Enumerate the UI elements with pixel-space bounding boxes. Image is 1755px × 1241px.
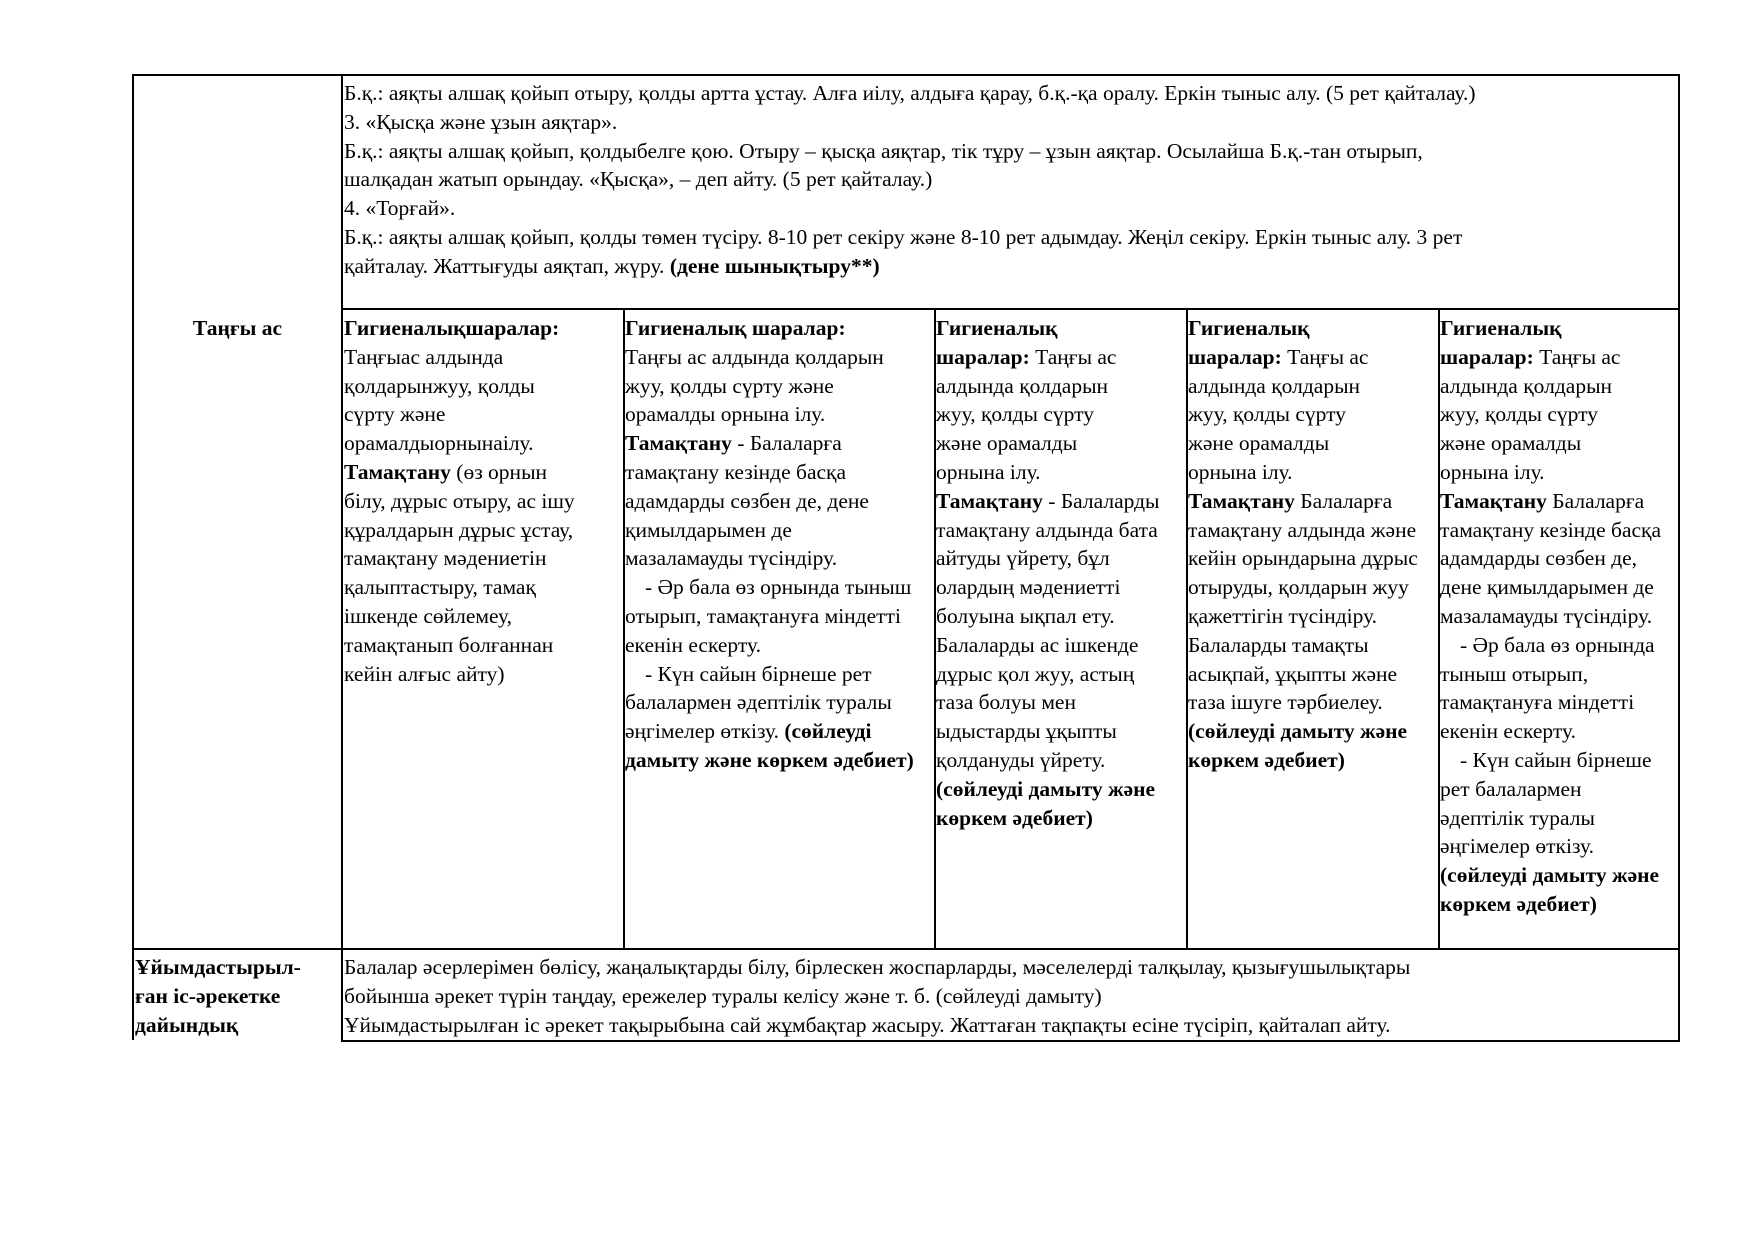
prep-label-cell bbox=[135, 953, 341, 1045]
col5-line-10: мазаламауды түсіндіру. bbox=[1440, 603, 1653, 628]
col2-line-14-text: әңгімелер өткізу. bbox=[625, 719, 785, 744]
col4-line-2: алдында қолдарын bbox=[1188, 373, 1361, 398]
table-border-bottom bbox=[341, 1040, 1680, 1042]
col4-line-11: Балаларды тамақты bbox=[1188, 632, 1369, 657]
col4-line-10: қажеттігін түсіндіру. bbox=[1188, 603, 1378, 628]
breakfast-col-5 bbox=[1440, 314, 1678, 946]
col4-heading-1: Гигиеналық bbox=[1188, 316, 1310, 340]
col5-tag-2: көркем әдебиет) bbox=[1440, 891, 1597, 916]
col2-line-8: мазаламауды түсіндіру. bbox=[625, 546, 838, 571]
col4-heading-2: шаралар: bbox=[1188, 344, 1282, 369]
table-border-left bbox=[132, 74, 134, 1040]
col5-line-11: - Әр бала өз орнында bbox=[1460, 632, 1655, 657]
col3-line-6: - Балаларды bbox=[1042, 488, 1160, 513]
col5-line-18: әңгімелер өткізу. bbox=[1440, 834, 1594, 859]
exercise-line-7-text: қайталау. Жаттығуды аяқтап, жүру. bbox=[344, 253, 670, 278]
col5-line-5: орнына ілу. bbox=[1440, 459, 1545, 484]
prep-label-line-3: дайындық bbox=[135, 1012, 239, 1037]
col3-eat-line bbox=[936, 487, 1186, 516]
col1-line-11: тамақтанып болғаннан bbox=[344, 632, 554, 657]
col2-line-6: адамдарды сөзбен де, дене bbox=[625, 488, 869, 513]
col4-line-12: асықпай, ұқыпты және bbox=[1188, 661, 1398, 686]
col3-heading-line bbox=[936, 343, 1186, 372]
col2-line-3: орамалды орнына ілу. bbox=[625, 402, 826, 427]
col3-heading-1: Гигиеналық bbox=[936, 316, 1058, 340]
prep-line-2: бойынша әрекет түрін таңдау, ережелер туралы келісу және т. б. (сөйлеуді дамыту) bbox=[344, 983, 1102, 1008]
exercise-subject-tag: (дене шынықтыру**) bbox=[669, 253, 880, 278]
col3-line-9: олардың мәдениетті bbox=[936, 575, 1121, 600]
col4-line-8: кейін орындарына дұрыс bbox=[1188, 546, 1418, 571]
col4-line-4: және орамалды bbox=[1188, 431, 1330, 456]
col1-eat-line bbox=[344, 458, 623, 487]
col2-line-2: жуу, қолды сүрту және bbox=[625, 373, 834, 398]
col1-line-6: білу, дұрыс отыру, ас ішу bbox=[344, 488, 575, 513]
col5-line-17: әдептілік туралы bbox=[1440, 805, 1595, 830]
col3-line-4: және орамалды bbox=[936, 431, 1078, 456]
col4-line-3: жуу, қолды сүрту bbox=[1188, 402, 1346, 427]
breakfast-label-cell bbox=[134, 314, 341, 354]
col3-tag-2: көркем әдебиет) bbox=[936, 805, 1093, 830]
col3-line-7: тамақтану алдында бата bbox=[936, 517, 1158, 542]
prep-cell bbox=[344, 953, 1678, 1039]
exercise-line-6: Б.қ.: аяқты алшақ қойып, қолды төмен түсіру. 8-10 рет секіру және 8-10 рет адымдау. Жеңіл секіру. Еркін тыныс алу. 3 рет bbox=[344, 224, 1463, 249]
col5-eat-label: Тамақтану bbox=[1440, 488, 1547, 513]
exercise-line-4: шалқадан жатып орындау. «Қысқа», – деп айту. (5 рет қайталау.) bbox=[344, 167, 933, 192]
col1-line-5: (өз орнын bbox=[450, 459, 548, 484]
col3-line-3: жуу, қолды сүрту bbox=[936, 402, 1094, 427]
col3-line-8: айтуды үйрету, бұл bbox=[936, 546, 1110, 571]
col5-line-12: тыныш отырып, bbox=[1440, 661, 1589, 686]
breakfast-col-2 bbox=[625, 314, 934, 946]
col5-line-13: тамақтануға міндетті bbox=[1440, 690, 1635, 715]
col3-tag-1: (сөйлеуді дамыту және bbox=[936, 776, 1156, 801]
prep-line-1: Балалар әсерлерімен бөлісу, жаңалықтарды білу, бірлескен жоспарларды, мәселелерді талқылау, қызығушылықтары bbox=[344, 955, 1411, 979]
col2-line-7: қимылдарымен де bbox=[625, 517, 792, 542]
table-border-right bbox=[1678, 74, 1680, 1042]
exercise-line-1: Б.қ.: аяқты алшақ қойып отыру, қолды артта ұстау. Алға иілу, алдыға қарау, б.қ.-қа оралу. Еркін тыныс алу. (5 рет қайталау.) bbox=[344, 81, 1476, 105]
col1-line-10: ішкенде сөйлемеу, bbox=[344, 603, 513, 628]
col2-line-12: - Күн сайын бірнеше рет bbox=[645, 661, 872, 686]
col5-heading-2: шаралар: bbox=[1440, 344, 1534, 369]
col3-line-2: алдында қолдарын bbox=[936, 373, 1109, 398]
col1-line-3: сүрту және bbox=[344, 402, 446, 427]
exercise-line-5: 4. «Торғай». bbox=[344, 196, 456, 221]
col1-line-12: кейін алғыс айту) bbox=[344, 661, 505, 686]
col4-tag-2: көркем әдебиет) bbox=[1188, 747, 1345, 772]
col2-line-1: Таңғы ас алдында қолдарын bbox=[625, 344, 884, 369]
col5-line-1: Таңғы ас bbox=[1533, 344, 1621, 369]
col4-line-5: орнына ілу. bbox=[1188, 459, 1293, 484]
exercise-line-3: Б.қ.: аяқты алшақ қойып, қолдыбелге қою. Отыру – қысқа аяқтар, тік тұру – ұзын аяқтар. Осылайша Б.қ.-тан отырып, bbox=[344, 138, 1423, 163]
col2-line-14 bbox=[625, 717, 934, 746]
col3-line-14: ыдыстарды ұқыпты bbox=[936, 719, 1117, 744]
exercise-cell bbox=[344, 79, 1678, 304]
col5-line-3: жуу, қолды сүрту bbox=[1440, 402, 1598, 427]
col1-line-2: қолдарынжуу, қолды bbox=[344, 373, 535, 398]
col4-heading-line bbox=[1188, 343, 1438, 372]
col4-eat-label: Тамақтану bbox=[1188, 488, 1295, 513]
col2-eat-label: Тамақтану bbox=[625, 431, 732, 456]
col4-line-6: Балаларға bbox=[1294, 488, 1393, 513]
row-divider-2 bbox=[132, 948, 1680, 950]
exercise-line-7 bbox=[344, 252, 1678, 281]
prep-line-3: Ұйымдастырылған іс әрекет тақырыбына сай жұмбақтар жасыру. Жаттаған тақпақты есіне түсіріп, қайталап айту. bbox=[344, 1012, 1391, 1037]
col4-line-1: Таңғы ас bbox=[1281, 344, 1369, 369]
col4-line-13: таза ішуге тәрбиелеу. bbox=[1188, 690, 1383, 715]
row-divider-1 bbox=[341, 308, 1680, 310]
col1-line-7: құралдарын дұрыс ұстау, bbox=[344, 517, 574, 542]
col5-heading-line bbox=[1440, 343, 1678, 372]
col2-heading: Гигиеналық шаралар: bbox=[625, 316, 846, 340]
col2-line-9: - Әр бала өз орнында тыныш bbox=[645, 575, 912, 600]
col5-line-6: Балаларға bbox=[1546, 488, 1645, 513]
col5-line-4: және орамалды bbox=[1440, 431, 1582, 456]
col1-line-9: қалыптастыру, тамақ bbox=[344, 575, 536, 600]
breakfast-col-4 bbox=[1188, 314, 1438, 946]
col4-tag-1: (сөйлеуді дамыту және bbox=[1188, 719, 1408, 744]
col2-line-4: - Балаларға bbox=[731, 431, 842, 456]
col3-line-5: орнына ілу. bbox=[936, 459, 1041, 484]
col1-eat-label: Тамақтану bbox=[344, 459, 451, 484]
col3-line-1: Таңғы ас bbox=[1029, 344, 1117, 369]
col4-eat-line bbox=[1188, 487, 1438, 516]
breakfast-label: Таңғы ас bbox=[192, 316, 283, 340]
col3-line-11: Балаларды ас ішкенде bbox=[936, 632, 1139, 657]
col3-line-15: қолдануды үйрету. bbox=[936, 747, 1106, 772]
col4-line-7: тамақтану алдында және bbox=[1188, 517, 1417, 542]
col2-tag-2: дамыту және көркем әдебиет) bbox=[625, 747, 914, 772]
col1-line-4: орамалдыорнынаілу. bbox=[344, 431, 534, 456]
col2-line-11: екенін ескерту. bbox=[625, 632, 761, 657]
col5-line-9: дене қимылдарымен де bbox=[1440, 575, 1654, 600]
table-border-top bbox=[132, 74, 1680, 76]
col4-line-9: отыруды, қолдарын жуу bbox=[1188, 575, 1409, 600]
col5-line-8: адамдарды сөзбен де, bbox=[1440, 546, 1638, 571]
col5-heading-1: Гигиеналық bbox=[1440, 316, 1562, 340]
col1-line-1: Таңғыас алдында bbox=[344, 344, 504, 369]
prep-label-line-1: Ұйымдастырыл- bbox=[135, 955, 301, 979]
prep-label-line-2: ған іс-әрекетке bbox=[135, 983, 281, 1008]
col5-eat-line bbox=[1440, 487, 1678, 516]
col1-heading: Гигиеналықшаралар: bbox=[344, 316, 560, 340]
exercise-line-2: 3. «Қысқа және ұзын аяқтар». bbox=[344, 109, 618, 134]
col5-line-2: алдында қолдарын bbox=[1440, 373, 1613, 398]
col1-line-8: тамақтану мәдениетін bbox=[344, 546, 547, 571]
col5-line-14: екенін ескерту. bbox=[1440, 719, 1576, 744]
col2-line-10: отырып, тамақтануға міндетті bbox=[625, 603, 901, 628]
col3-line-12: дұрыс қол жуу, астың bbox=[936, 661, 1135, 686]
col3-eat-label: Тамақтану bbox=[936, 488, 1043, 513]
col2-tag-1: (сөйлеуді bbox=[784, 719, 872, 744]
col2-eat-line bbox=[625, 429, 934, 458]
col2-line-13: балалармен әдептілік туралы bbox=[625, 690, 892, 715]
breakfast-col-3 bbox=[936, 314, 1186, 946]
col3-line-10: болуына ықпал ету. bbox=[936, 603, 1115, 628]
col5-line-16: рет балалармен bbox=[1440, 776, 1582, 801]
breakfast-col-1 bbox=[344, 314, 623, 946]
col2-line-5: тамақтану кезінде басқа bbox=[625, 459, 847, 484]
col3-heading-2: шаралар: bbox=[936, 344, 1030, 369]
col5-line-15: - Күн сайын бірнеше bbox=[1460, 747, 1652, 772]
label-column-divider bbox=[341, 74, 343, 1042]
col3-line-13: таза болуы мен bbox=[936, 690, 1076, 715]
col5-line-7: тамақтану кезінде басқа bbox=[1440, 517, 1662, 542]
col5-tag-1: (сөйлеуді дамыту және bbox=[1440, 863, 1660, 888]
